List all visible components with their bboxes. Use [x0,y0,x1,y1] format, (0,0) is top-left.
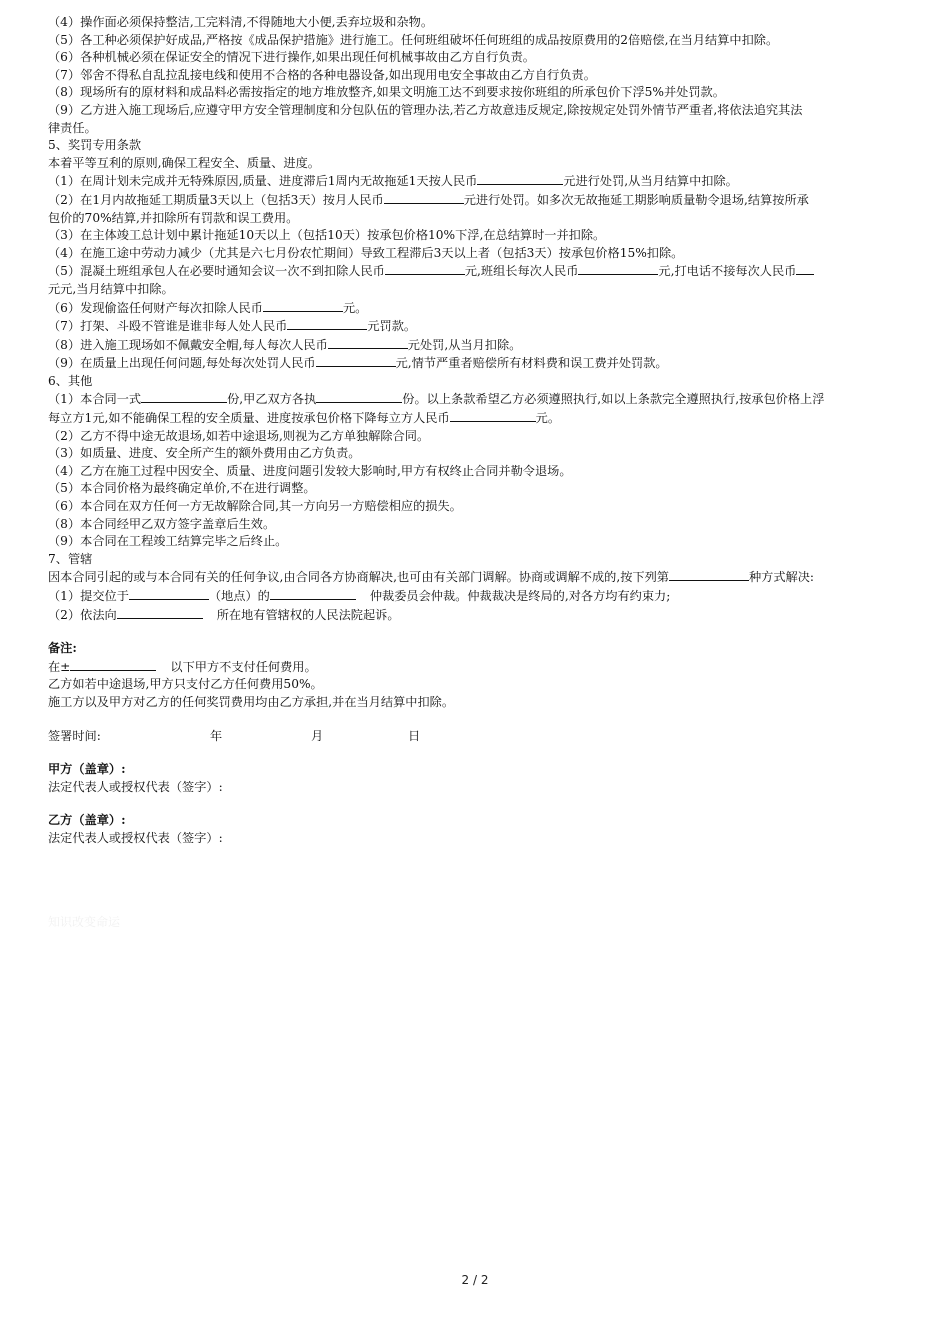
section-7 [48,551,908,624]
fill-blank [328,336,408,349]
clause-6-1-cont: 每立方1元,如不能确保工程的安全质量、进度按承包价格下降每立方人民币 元。 [48,411,561,426]
clause-6-1: （1）本合同一式 份,甲乙双方各执 份。以上条款希望乙方必须遵照执行,如以上条款完全遵照执行,按承包价格上浮 [48,392,825,407]
fill-blank [129,587,209,600]
party-a-title: 甲方（盖章）: [48,762,126,777]
fill-blank [263,299,343,312]
note-line: 在± 以下甲方不支付任何费用。 [48,659,317,674]
clause-5-9: （9）在质量上出现任何问题,每处每次处罚人民币 元,情节严重者赔偿所有材料费和误工费并处罚款。 [48,356,668,371]
section-6 [48,373,908,551]
notes-block [48,640,908,711]
clause-6-3: （3）如质量、进度、安全所产生的额外费用由乙方负责。 [48,446,361,461]
clause-5-4: （4）在施工途中劳动力减少（尤其是六七月份农忙期间）导致工程滞后3天以上者（包括3天）按承包价格15%扣除。 [48,245,684,260]
fill-blank [141,390,227,403]
clause-5-3: （3）在主体竣工总计划中累计拖延10天以上（包括10天）按承包价格10%下浮,在总结算时一并扣除。 [48,228,606,243]
clause-5-1: （1）在周计划未完成并无特殊原因,质量、进度滞后1周内无故拖延1天按人民币 元进行处罚,从当月结算中扣除。 [48,174,738,189]
clause-6-6: （6）本合同在双方任何一方无故解除合同,其一方向另一方赔偿相应的损失。 [48,499,462,514]
clause-6-8: （8）本合同经甲乙双方签字盖章后生效。 [48,516,276,531]
party-a-rep: 法定代表人或授权代表（签字）: [48,779,223,794]
clause-4-5: （5）各工种必须保护好成品,严格按《成品保护措施》进行施工。任何班组破坏任何班组的成品按原费用的2倍赔偿,在当月结算中扣除。 [48,32,779,47]
clause-6-5: （5）本合同价格为最终确定单价,不在进行调整。 [48,481,316,496]
clause-5-5-cont: 元元,当月结算中扣除。 [48,281,174,296]
notes-heading: 备注: [48,641,77,656]
clause-4-8: （8）现场所有的原材料和成品料必需按指定的地方堆放整齐,如果文明施工达不到要求按你班组的所承包价下浮5%并处罚款。 [48,85,725,100]
page-number: 2 / 2 [461,1273,489,1287]
clause-5-2-cont: 包价的70%结算,并扣除所有罚款和误工费用。 [48,210,299,225]
fill-blank [450,409,536,422]
clause-4-9-cont: 律责任。 [48,120,97,135]
fill-blank [117,606,203,619]
clause-4-6: （6）各种机械必须在保证安全的情况下进行操作,如果出现任何机械事故由乙方自行负责。 [48,50,535,65]
clause-4-4: （4）操作面必须保持整洁,工完料清,不得随地大小便,丢弃垃圾和杂物。 [48,15,434,29]
fill-blank [270,587,356,600]
section-5 [48,137,908,373]
clause-5-2: （2）在1月内故拖延工期质量3天以上（包括3天）按月人民币 元进行处罚。如多次无故拖延工期影响质量勒令退场,结算按所承 [48,192,809,207]
watermark-text: 知识改变命运 [48,915,121,929]
fill-blank [669,568,749,581]
fill-blank [70,658,156,671]
party-b-rep: 法定代表人或授权代表（签字）: [48,830,223,845]
fill-blank [477,172,563,185]
section-heading: 7、管辖 [48,551,93,566]
clause-5-5: （5）混凝土班组承包人在必要时通知会议一次不到扣除人民币 元,班组长每次人民币 元,打电话不接每次人民币 [48,262,908,281]
section-heading: 5、奖罚专用条款 [48,138,142,153]
clause-6-9: （9）本合同在工程竣工结算完毕之后终止。 [48,534,288,549]
party-a-block [48,761,908,796]
clause-6-4: （4）乙方在施工过程中因安全、质量、进度问题引发较大影响时,甲方有权终止合同并勒令退场。 [48,463,572,478]
signing-date [48,728,908,746]
fill-blank [287,317,367,330]
note-line: 施工方以及甲方对乙方的任何奖罚费用均由乙方承担,并在当月结算中扣除。 [48,694,455,709]
party-b-title: 乙方（盖章）: [48,813,126,828]
party-b-block [48,812,908,847]
signing-month: 月 [311,728,324,743]
signing-label: 签署时间: [48,728,101,743]
clause-5-7: （7）打架、斗殴不管谁是谁非每人处人民币 元罚款。 [48,319,417,334]
clause-4-7: （7）邻舍不得私自乱拉乱接电线和使用不合格的各种电器设备,如出现用电安全事故由乙方自行负责。 [48,67,596,82]
clause-5-8: （8）进入施工现场如不佩戴安全帽,每人每次人民币 元处罚,从当月扣除。 [48,337,522,352]
section-intro: 本着平等互利的原则,确保工程安全、质量、进度。 [48,155,320,170]
fill-blank [316,354,396,367]
signing-year: 年 [210,728,223,743]
signing-day: 日 [408,728,421,743]
clause-6-2: （2）乙方不得中途无故退场,如若中途退场,则视为乙方单独解除合同。 [48,428,430,443]
clause-4-9: （9）乙方进入施工现场后,应遵守甲方安全管理制度和分包队伍的管理办法,若乙方故意违反规定,除按规定处罚外情节严重者,将依法追究其法 [48,102,803,117]
clause-7-2: （2）依法向 所在地有管辖权的人民法院起诉。 [48,607,400,622]
clause-5-6: （6）发现偷盗任何财产每次扣除人民币 元。 [48,300,368,315]
clause-7-1: （1）提交位于 （地点）的 仲裁委员会仲裁。仲裁裁决是终局的,对各方均有约束力; [48,589,671,603]
section-intro: 因本合同引起的或与本合同有关的任何争议,由合同各方协商解决,也可由有关部门调解。协商或调解不成的,按下列第 种方式解决: [48,570,815,585]
section-4-tail [48,14,908,137]
fill-blank [385,262,465,275]
fill-blank [796,262,814,275]
fill-blank [578,262,658,275]
fill-blank [316,390,402,403]
contract-page [48,14,908,848]
fill-blank [384,191,464,204]
section-heading: 6、其他 [48,373,93,388]
note-line: 乙方如若中途退场,甲方只支付乙方任何费用50%。 [48,677,323,692]
